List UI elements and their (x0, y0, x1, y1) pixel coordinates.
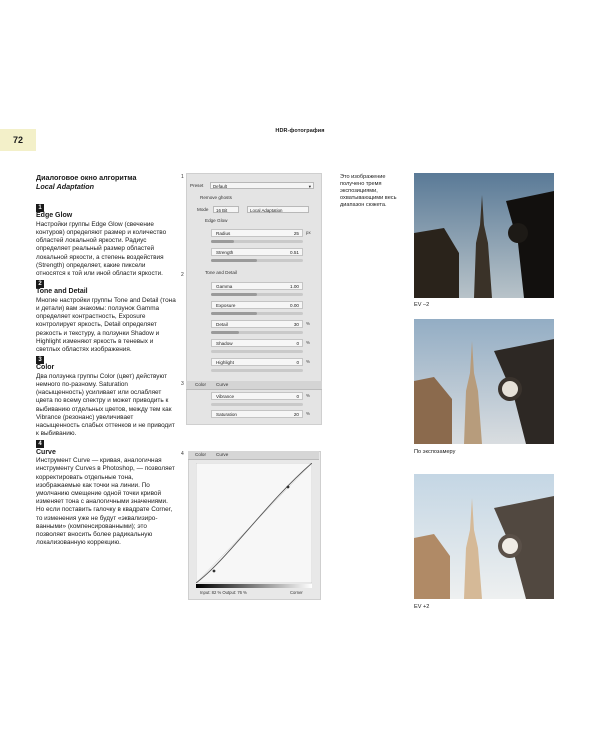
running-head: HDR-фотография (275, 128, 325, 134)
church-spire-image (414, 173, 554, 298)
section-heading: Edge Glow (36, 212, 73, 220)
strength-field[interactable] (211, 248, 303, 256)
tab-color[interactable]: Color (195, 382, 206, 387)
chevron-down-icon: ▾ (308, 184, 311, 189)
callout-marker-4: 4 (181, 451, 184, 457)
photo-ev-minus2 (414, 173, 554, 298)
shadow-value: 0 (296, 341, 299, 346)
detail-unit: % (306, 321, 310, 326)
gamma-label: Gamma (216, 284, 233, 289)
curve-input-value[interactable]: 82 (211, 590, 217, 595)
photo-label-ev-plus2: EV +2 (414, 604, 430, 610)
curve-input-label: Input: (200, 590, 211, 595)
section-heading: Curve (36, 448, 56, 456)
strength-slider[interactable] (211, 259, 303, 262)
exposure-field[interactable] (211, 301, 303, 309)
section-number: 3 (36, 356, 44, 364)
shadow-unit: % (306, 340, 310, 345)
strength-label: Strength (216, 250, 234, 255)
radius-slider[interactable] (211, 240, 303, 243)
curve-tab-color[interactable]: Color (195, 452, 206, 457)
highlight-value: 0 (296, 360, 299, 365)
highlight-unit: % (306, 359, 310, 364)
remove-ghosts-label: Remove ghosts (200, 195, 232, 200)
tab-bar (186, 381, 322, 390)
shadow-slider[interactable] (211, 350, 303, 353)
section-heading: Tone and Detail (36, 288, 88, 296)
photo-normal-exposure (414, 319, 554, 444)
curve-tab-curve[interactable]: Curve (216, 452, 229, 457)
preset-value: Default (213, 184, 227, 189)
section-text: Инструмент Curve — кривая, аналогичная инструменту Curves в Photoshop, — позволяет корректировать отдельные тона, изображаемые как точки на линии. По умолчанию смещение одной точки кривой изменяет тона с аналогичными значениями. Но если поставить галочку в квадрате Corner, то изменения уже не будут «эквализированными» (компенсированными); это позволяет вносить более радикальную локализованную коррекцию. (36, 457, 175, 547)
detail-field[interactable] (211, 320, 303, 328)
vibrance-slider[interactable] (211, 403, 303, 406)
article-subtitle: Local Adaptation (36, 181, 95, 191)
curve-input-unit: % (217, 590, 222, 595)
radius-value: 25 (293, 231, 299, 236)
mode-select[interactable] (247, 206, 309, 213)
gradient-strip (196, 584, 312, 588)
section-text: Настройки группы Edge Glow (свечение контуров) определяют размер и количество областей локальной яркости. Радиус определяет реальный размер областей локальной яркости, а степень воздействия (Strength) определяет, какие пиксели относятся к той или иной области яркости. (36, 220, 167, 278)
highlight-field[interactable] (211, 358, 303, 366)
curve-output-value[interactable]: 76 (237, 590, 242, 595)
mode-value: Local Adaptation (250, 208, 283, 213)
remove-ghosts-checkbox[interactable] (200, 195, 232, 200)
highlight-label: Highlight (216, 360, 234, 365)
edge-glow-group-label: Edge Glow (205, 218, 228, 223)
section-4 (36, 438, 176, 547)
curve-tab-bar (188, 451, 319, 460)
exposure-value: 0.00 (290, 303, 299, 308)
photo-label-ev-minus2: EV –2 (414, 302, 430, 308)
strength-value: 0.51 (290, 250, 299, 255)
church-spire-image (414, 319, 554, 444)
preset-select[interactable] (210, 182, 314, 189)
exposure-label: Exposure (216, 303, 236, 308)
vibrance-field[interactable] (211, 392, 303, 400)
photo-ev-plus2 (414, 474, 554, 599)
curve-readout (200, 590, 247, 595)
corner-label: Corner (290, 590, 303, 595)
curve-point (287, 486, 290, 489)
article-column (36, 174, 176, 547)
section-2 (36, 278, 176, 354)
vibrance-value: 0 (296, 394, 299, 399)
bit-depth-value: 16 Bit (216, 208, 228, 213)
section-3 (36, 354, 176, 438)
section-text: Многие настройки группы Tone and Detail (тона и детали) вам знакомы: ползунок Gamma определяет контрастность, Exposure контролирует яркость, Detail определяет резкость и текстуру, а ползунки Shadow и Highlight изменяют яркость в теневых и светлых областях изображения. (36, 296, 176, 354)
curve-point (213, 570, 216, 573)
photo-caption: Это изображение получено тремя экспозициями, охватывающими весь диапазон сюжета. (340, 174, 397, 208)
bit-depth-select[interactable] (213, 206, 239, 213)
section-number: 2 (36, 280, 44, 288)
saturation-value: 20 (293, 412, 299, 417)
callout-marker-3: 3 (181, 381, 184, 387)
section-number: 4 (36, 440, 44, 448)
gamma-value: 1.00 (290, 284, 299, 289)
detail-label: Detail (216, 322, 228, 327)
exposure-slider[interactable] (211, 312, 303, 315)
shadow-label: Shadow (216, 341, 233, 346)
detail-value: 30 (293, 322, 299, 327)
preset-label: Preset (190, 183, 204, 188)
radius-unit: px (306, 230, 311, 235)
radius-label: Radius (216, 231, 231, 236)
saturation-field[interactable] (211, 410, 303, 418)
photo-label-normal: По экспозамеру (414, 449, 456, 455)
section-1 (36, 202, 176, 278)
shadow-field[interactable] (211, 339, 303, 347)
section-heading: Color (36, 364, 55, 372)
callout-marker-1: 1 (181, 174, 184, 180)
callout-marker-2: 2 (181, 272, 184, 278)
curve-output-unit: % (243, 590, 247, 595)
vibrance-unit: % (306, 393, 310, 398)
saturation-unit: % (306, 411, 310, 416)
mode-label: Mode (197, 207, 209, 212)
saturation-label: Saturation (216, 412, 237, 417)
section-number: 1 (36, 204, 44, 212)
radius-field[interactable] (211, 229, 303, 237)
church-spire-image (414, 474, 554, 599)
page-number: 72 (0, 129, 36, 151)
detail-slider[interactable] (211, 331, 303, 334)
corner-checkbox[interactable] (290, 590, 303, 595)
section-text: Два ползунка группы Color (цвет) действуют немного по-разному. Saturation (насыщенность) усиливает или ослабляет цвета по всему спектру и может приводить к выбиванию отдельных цветов, между тем как Vibrance (резонанс) увеличивает насыщенность слабых оттенков и не приводит к выбиванию. (36, 372, 175, 438)
curve-graph[interactable] (196, 463, 312, 583)
tone-detail-group-label: Tone and Detail (205, 270, 237, 275)
article-title: Диалоговое окно алгоритма (36, 173, 137, 182)
gamma-field[interactable] (211, 282, 303, 290)
tab-curve[interactable]: Curve (216, 382, 229, 387)
curve-output-label: Output: (222, 590, 237, 595)
vibrance-label: Vibrance (216, 394, 235, 399)
gamma-slider[interactable] (211, 293, 303, 296)
highlight-slider[interactable] (211, 369, 303, 372)
